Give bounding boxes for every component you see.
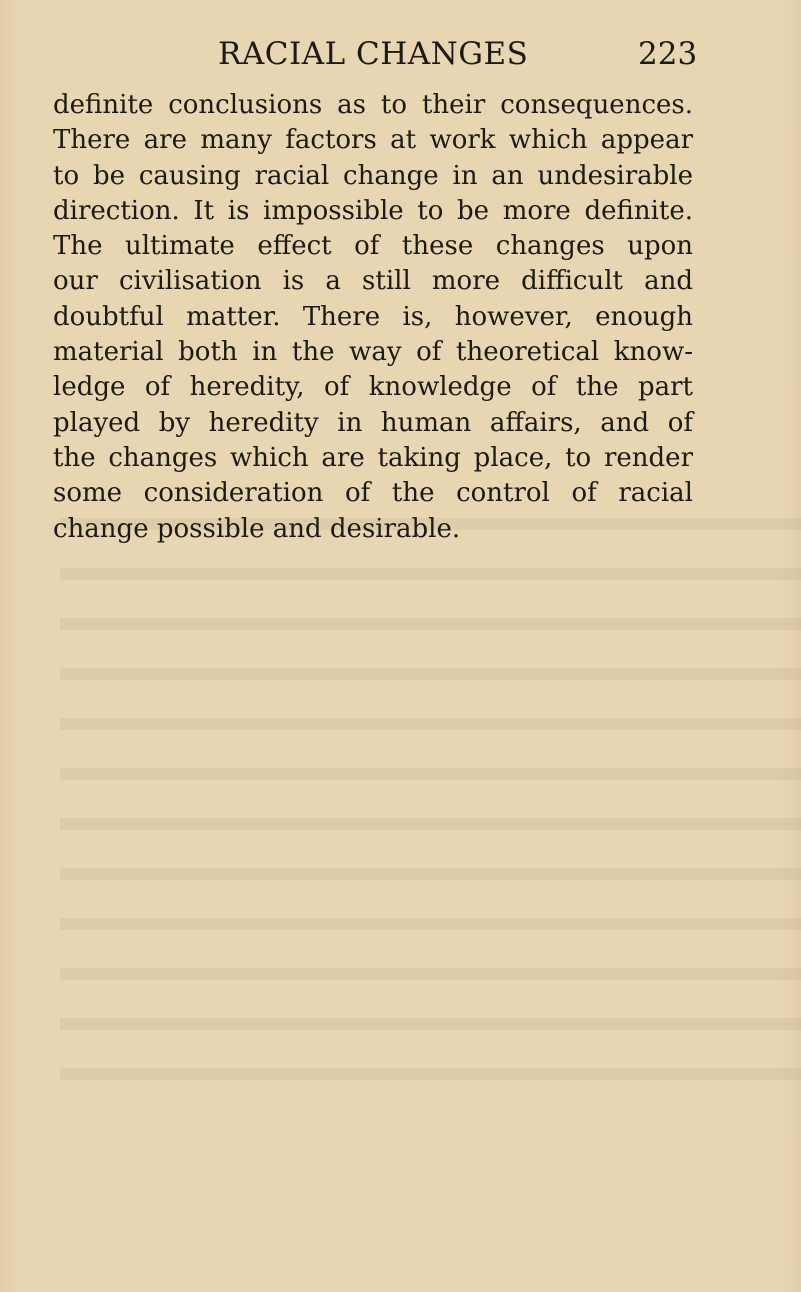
text-line: ledge of heredity, of knowledge of the part (53, 372, 693, 403)
text-line: our civilisation is a still more difficult and (53, 266, 693, 297)
text-line: to be causing racial change in an undesirable (53, 160, 693, 191)
text-line: doubtful matter. There is, however, enough (53, 301, 693, 332)
ghost-line (60, 880, 801, 930)
ghost-line (60, 930, 801, 980)
text-line: direction. It is impossible to be more definite. (53, 195, 693, 226)
ghost-line (60, 630, 801, 680)
body-paragraph (53, 88, 693, 547)
running-title: RACIAL CHANGES (218, 36, 529, 72)
ghost-line (60, 780, 801, 830)
ghost-line (60, 680, 801, 730)
text-line: The ultimate effect of these changes upon (53, 231, 693, 262)
ghost-line (60, 830, 801, 880)
show-through-texture (0, 480, 801, 1100)
text-line: the changes which are taking place, to render (53, 442, 693, 473)
text-line: definite conclusions as to their consequences. (53, 90, 693, 120)
page-number: 223 (638, 36, 698, 72)
ghost-line (60, 980, 801, 1030)
ghost-line (60, 580, 801, 630)
text-line: material both in the way of theoretical know- (53, 337, 693, 368)
ghost-line (60, 1030, 801, 1080)
ghost-line (60, 730, 801, 780)
page-header (0, 30, 801, 80)
text-line: played by heredity in human affairs, and of (53, 407, 693, 438)
text-line: some consideration of the control of racial (53, 478, 693, 509)
text-line: There are many factors at work which appear (53, 125, 693, 156)
text-line: change possible and desirable. (53, 513, 461, 544)
